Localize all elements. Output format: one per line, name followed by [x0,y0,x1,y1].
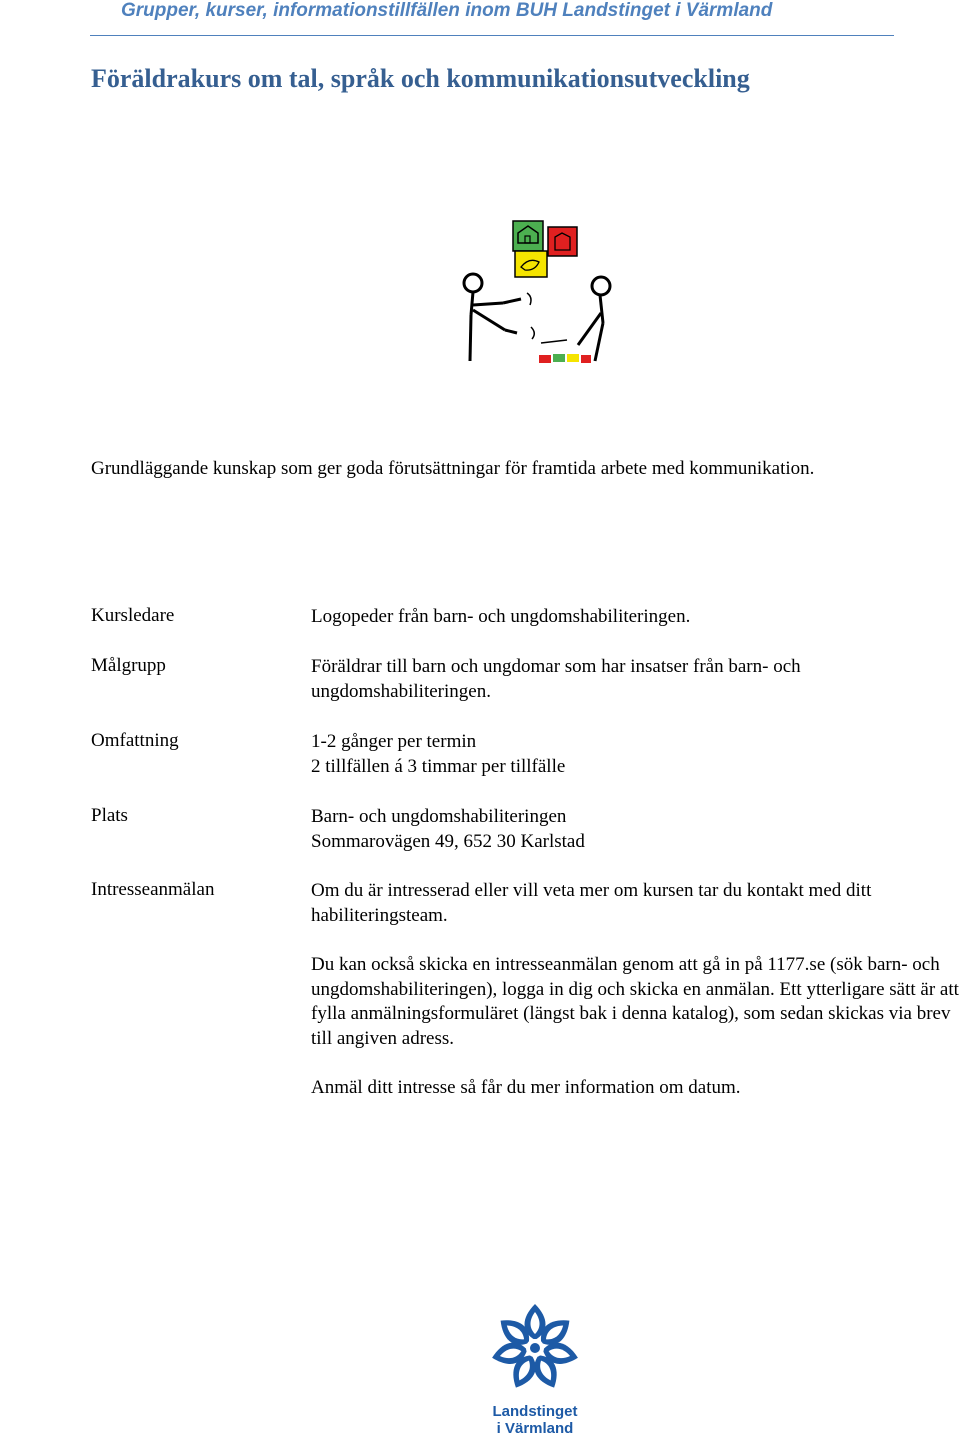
logo-line-1: Landstinget [492,1403,578,1420]
plats-line-2: Sommarovägen 49, 652 30 Karlstad [311,830,585,852]
omfattning-line-2: 2 tillfällen á 3 timmar per tillfälle [311,755,566,777]
intresseanmalan-paragraph-1: Om du är intresserad eller vill veta mer om kursen tar du kontakt med ditt habiliteringsteam. [311,880,872,926]
label-intresseanmalan: Intresseanmälan [91,879,215,900]
kursledare-text: Logopeder från barn- och ungdomshabiliteringen. [311,606,691,627]
value-malgrupp [311,655,959,704]
value-kursledare [311,605,959,630]
value-intresseanmalan [311,879,959,1101]
intresseanmalan-paragraph-2: Du kan också skicka en intresseanmälan genom att gå in på 1177.se (sök barn- och ungdomshabiliteringen), logga in dig och skicka en anmälan. Ett ytterligare sätt är att fylla anmälningsformuläret (längst bak i denna katalog), som sedan skickas via brev till angiven adress. [311,954,959,1049]
value-plats [311,805,959,854]
value-omfattning [311,730,959,779]
intro-text: Grundläggande kunskap som ger goda förutsättningar för framtida arbete med kommunikation. [91,458,815,479]
intresseanmalan-paragraph-3: Anmäl ditt intresse så får du mer information om datum. [311,1077,741,1098]
page-title: Föräldrakurs om tal, språk och kommunikationsutveckling [91,64,750,93]
label-plats: Plats [91,805,128,826]
label-omfattning: Omfattning [91,730,179,751]
communication-illustration [455,215,615,373]
landstinget-varmland-logo [482,1302,588,1436]
plats-line-1: Barn- och ungdomshabiliteringen [311,806,567,827]
malgrupp-text: Föräldrar till barn och ungdomar som har insatser från barn- och ungdomshabiliteringen. [311,656,801,702]
logo-line-2: i Värmland [496,1420,574,1436]
label-kursledare: Kursledare [91,605,175,626]
omfattning-line-1: 1-2 gånger per termin [311,731,477,752]
running-header: Grupper, kurser, informationstillfällen inom BUH Landstinget i Värmland [121,0,773,21]
label-malgrupp: Målgrupp [91,655,166,676]
header-divider [90,35,894,36]
